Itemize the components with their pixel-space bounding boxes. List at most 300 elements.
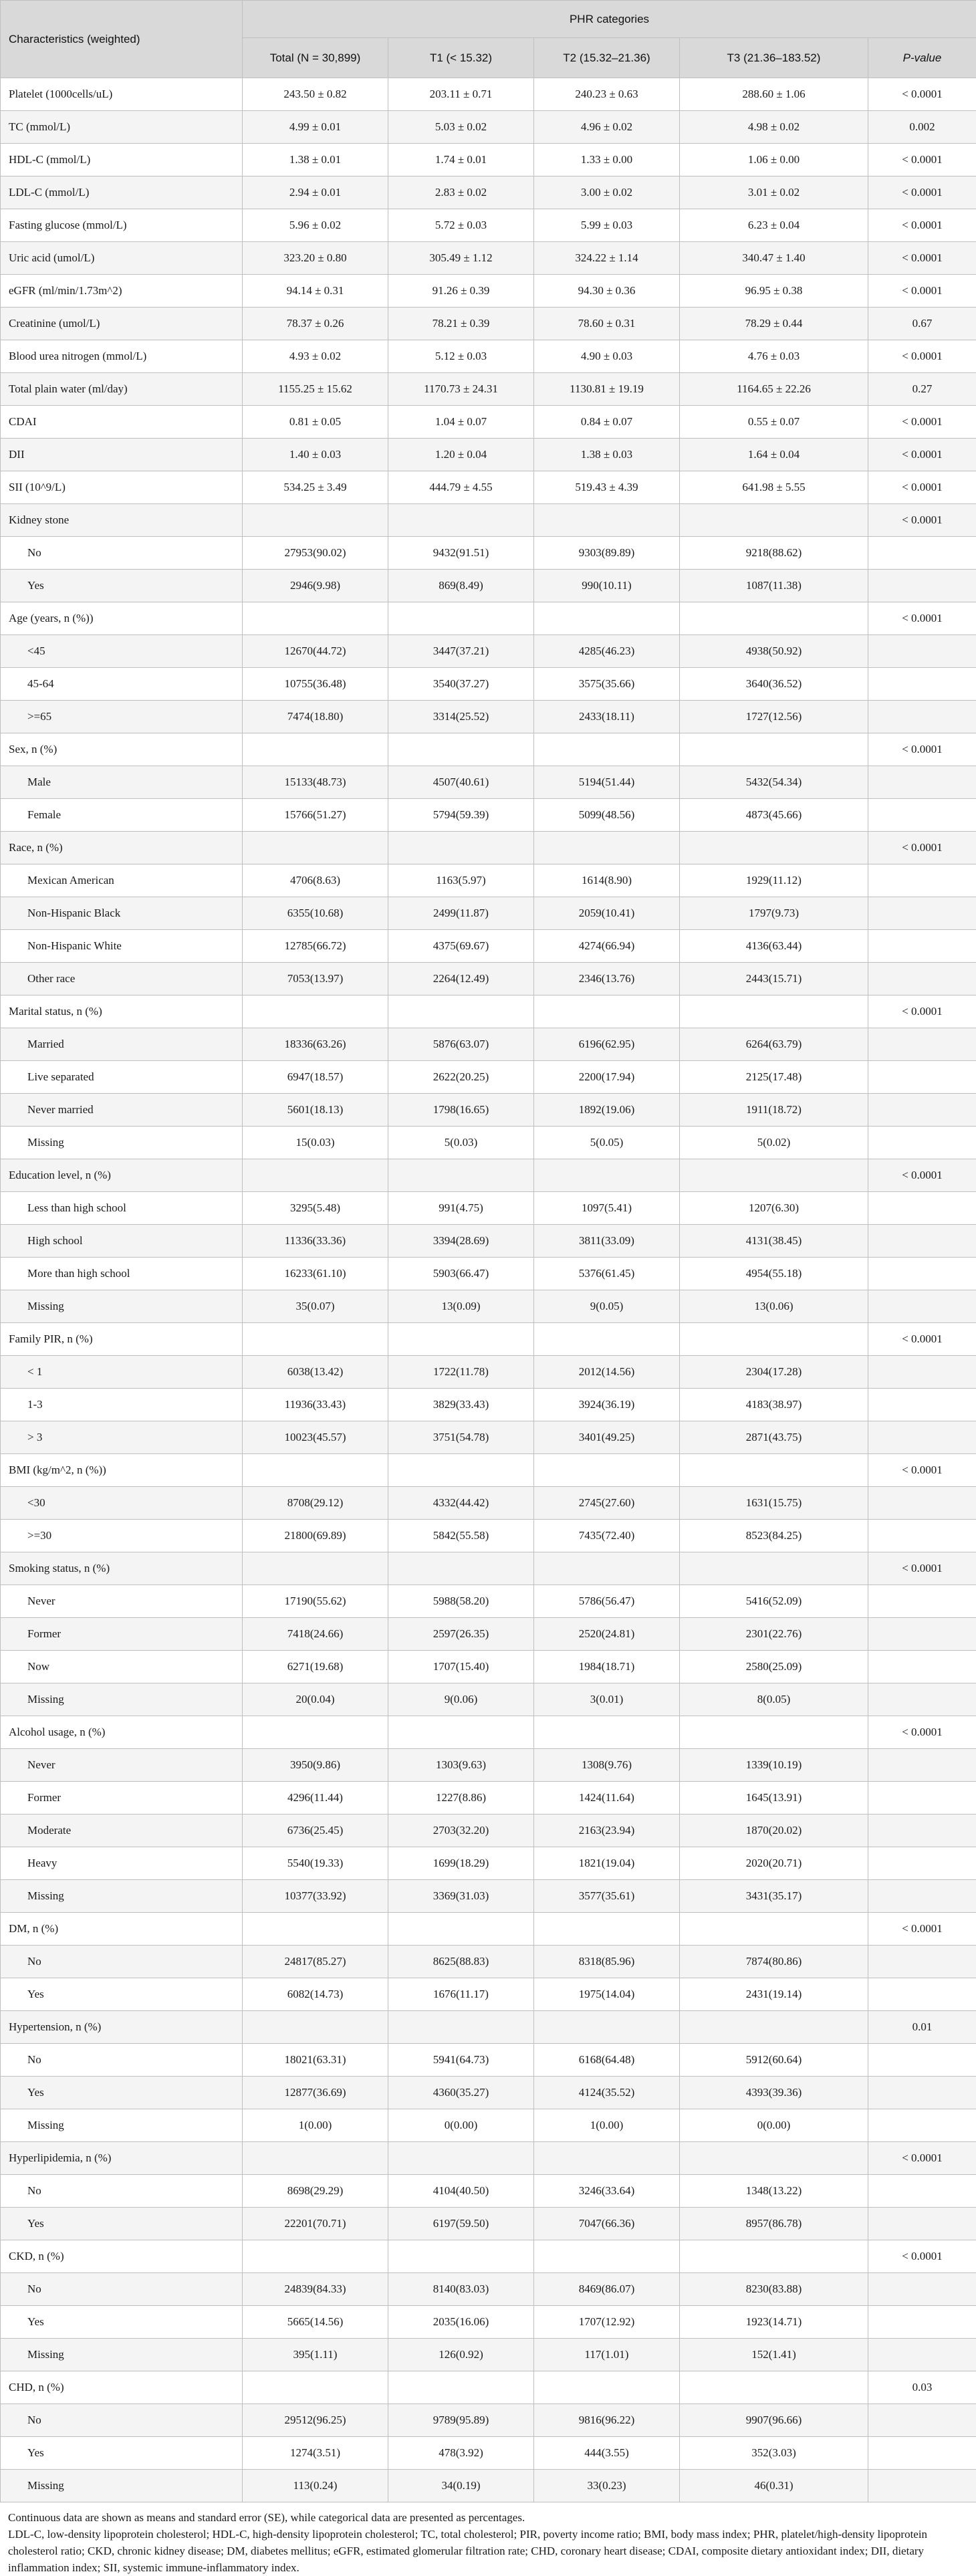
cell-total [243,733,388,766]
cell-pvalue [868,2470,976,2502]
cell-total [243,602,388,635]
cell-pvalue [868,2273,976,2306]
cell-t2: 4124(35.52) [534,2077,680,2109]
cell-t1: 5794(59.39) [388,799,534,832]
cell-t3 [680,1159,868,1192]
cell-t2: 2346(13.76) [534,963,680,996]
cell-t3 [680,504,868,537]
table-header [1,1,976,78]
cell-t2: 3575(35.66) [534,668,680,701]
cell-t3: 3640(36.52) [680,668,868,701]
row-label: Missing [1,2339,243,2371]
cell-t2: 9(0.05) [534,1290,680,1323]
cell-t3: 4938(50.92) [680,635,868,668]
cell-total: 18021(63.31) [243,2044,388,2077]
cell-total: 1(0.00) [243,2109,388,2142]
cell-pvalue [868,1389,976,1421]
table-row [1,111,976,144]
cell-t3: 1339(10.19) [680,1749,868,1782]
cell-t3: 1087(11.38) [680,570,868,602]
table-row-subcategory [1,570,976,602]
table-row [1,832,976,864]
cell-pvalue [868,1749,976,1782]
cell-t1: 1.74 ± 0.01 [388,144,534,177]
row-label: Missing [1,1880,243,1913]
table-row-subcategory [1,897,976,930]
cell-pvalue [868,864,976,897]
row-label: No [1,1946,243,1978]
table-row [1,2142,976,2175]
cell-pvalue: 0.67 [868,308,976,340]
table-row [1,1716,976,1749]
cell-pvalue [868,537,976,570]
cell-pvalue: < 0.0001 [868,144,976,177]
table-row-subcategory [1,1618,976,1651]
cell-total: 10377(33.92) [243,1880,388,1913]
cell-pvalue: < 0.0001 [868,1159,976,1192]
cell-t1: 8140(83.03) [388,2273,534,2306]
cell-t2: 5099(48.56) [534,799,680,832]
row-label: Heavy [1,1847,243,1880]
table-row [1,1159,976,1192]
cell-t1: 8625(88.83) [388,1946,534,1978]
table-row-subcategory [1,2339,976,2371]
cell-pvalue: < 0.0001 [868,1323,976,1356]
row-label: LDL-C (mmol/L) [1,177,243,209]
cell-t3: 2871(43.75) [680,1421,868,1454]
row-label: Platelet (1000cells/uL) [1,78,243,111]
cell-total: 113(0.24) [243,2470,388,2502]
cell-t3 [680,733,868,766]
cell-t1 [388,602,534,635]
cell-pvalue: < 0.0001 [868,209,976,242]
table-row-subcategory [1,2404,976,2437]
cell-t3: 641.98 ± 5.55 [680,471,868,504]
row-label: High school [1,1225,243,1258]
cell-pvalue: < 0.0001 [868,1913,976,1946]
table-row-subcategory [1,766,976,799]
row-label: Married [1,1028,243,1061]
cell-t2: 3(0.01) [534,1683,680,1716]
cell-t3: 1911(18.72) [680,1094,868,1127]
cell-pvalue [868,1028,976,1061]
cell-pvalue [868,1520,976,1552]
cell-t1: 5.12 ± 0.03 [388,340,534,373]
table-row-subcategory [1,2109,976,2142]
row-label: 45-64 [1,668,243,701]
cell-t2: 5(0.05) [534,1127,680,1159]
cell-t1: 1.20 ± 0.04 [388,439,534,471]
cell-total: 11936(33.43) [243,1389,388,1421]
cell-total: 27953(90.02) [243,537,388,570]
cell-pvalue [868,2044,976,2077]
row-label: Former [1,1618,243,1651]
row-label: Mexican American [1,864,243,897]
cell-t2: 78.60 ± 0.31 [534,308,680,340]
cell-t2: 3401(49.25) [534,1421,680,1454]
row-label: Smoking status, n (%) [1,1552,243,1585]
cell-t2 [534,1323,680,1356]
cell-t1: 5(0.03) [388,1127,534,1159]
cell-total [243,996,388,1028]
table-row-subcategory [1,2306,976,2339]
cell-t2 [534,733,680,766]
cell-pvalue [868,1421,976,1454]
cell-t3: 2020(20.71) [680,1847,868,1880]
cell-pvalue [868,766,976,799]
cell-pvalue [868,1258,976,1290]
cell-total: 12785(66.72) [243,930,388,963]
cell-t2: 324.22 ± 1.14 [534,242,680,275]
cell-total: 5601(18.13) [243,1094,388,1127]
table-row-subcategory [1,1225,976,1258]
cell-pvalue [868,2339,976,2371]
cell-t2 [534,832,680,864]
cell-t3: 2304(17.28) [680,1356,868,1389]
cell-t3: 1.64 ± 0.04 [680,439,868,471]
table-row [1,1913,976,1946]
cell-pvalue: < 0.0001 [868,78,976,111]
cell-t2: 5786(56.47) [534,1585,680,1618]
cell-t1: 1163(5.97) [388,864,534,897]
table-row-subcategory [1,635,976,668]
table-row-subcategory [1,2437,976,2470]
cell-total: 1.38 ± 0.01 [243,144,388,177]
row-label: Blood urea nitrogen (mmol/L) [1,340,243,373]
cell-t3: 1727(12.56) [680,701,868,733]
footnotes [0,2502,976,2576]
table-row [1,242,976,275]
cell-t1: 5988(58.20) [388,1585,534,1618]
cell-t3 [680,996,868,1028]
cell-pvalue [868,1946,976,1978]
cell-t1: 869(8.49) [388,570,534,602]
cell-t1 [388,1159,534,1192]
cell-t1: 2499(11.87) [388,897,534,930]
cell-pvalue: < 0.0001 [868,2142,976,2175]
cell-t1: 444.79 ± 4.55 [388,471,534,504]
cell-t2: 990(10.11) [534,570,680,602]
row-label: Former [1,1782,243,1814]
table-row-subcategory [1,2044,976,2077]
cell-pvalue [868,1683,976,1716]
phr-categories-header: PHR categories [243,1,976,38]
table-row [1,78,976,111]
table-row [1,504,976,537]
table-row-subcategory [1,1749,976,1782]
table-row [1,373,976,406]
table-row-subcategory [1,1389,976,1421]
cell-t2: 2059(10.41) [534,897,680,930]
cell-t2: 4.90 ± 0.03 [534,340,680,373]
row-label: Non-Hispanic Black [1,897,243,930]
cell-t2 [534,2011,680,2044]
row-label: Fasting glucose (mmol/L) [1,209,243,242]
cell-t2: 6196(62.95) [534,1028,680,1061]
row-label: Hypertension, n (%) [1,2011,243,2044]
cell-total: 6355(10.68) [243,897,388,930]
cell-t3: 1870(20.02) [680,1814,868,1847]
cell-total: 4296(11.44) [243,1782,388,1814]
row-label: Female [1,799,243,832]
row-label: Missing [1,1290,243,1323]
cell-t1: 4332(44.42) [388,1487,534,1520]
table-row-subcategory [1,1192,976,1225]
cell-t3: 3.01 ± 0.02 [680,177,868,209]
table-row [1,1552,976,1585]
cell-pvalue [868,2404,976,2437]
cell-t2: 1.33 ± 0.00 [534,144,680,177]
cell-pvalue: < 0.0001 [868,1552,976,1585]
cell-t1 [388,2011,534,2044]
table-row [1,275,976,308]
cell-t2: 3246(33.64) [534,2175,680,2208]
cell-total: 1.40 ± 0.03 [243,439,388,471]
cell-t1: 13(0.09) [388,1290,534,1323]
cell-t1: 9432(91.51) [388,537,534,570]
cell-t1: 3829(33.43) [388,1389,534,1421]
cell-pvalue [868,1651,976,1683]
table-row-subcategory [1,1978,976,2011]
row-label: >=30 [1,1520,243,1552]
cell-total: 10023(45.57) [243,1421,388,1454]
cell-t3: 4873(45.66) [680,799,868,832]
cell-total: 534.25 ± 3.49 [243,471,388,504]
cell-t2: 1975(14.04) [534,1978,680,2011]
cell-t2: 5376(61.45) [534,1258,680,1290]
cell-t3: 7874(80.86) [680,1946,868,1978]
cell-pvalue [868,2077,976,2109]
table-row [1,308,976,340]
row-label: Yes [1,1978,243,2011]
cell-t3: 1207(6.30) [680,1192,868,1225]
row-label: Now [1,1651,243,1683]
row-label: Yes [1,570,243,602]
cell-total: 16233(61.10) [243,1258,388,1290]
table-row-subcategory [1,2175,976,2208]
cell-t1: 991(4.75) [388,1192,534,1225]
cell-t3: 2125(17.48) [680,1061,868,1094]
row-label: eGFR (ml/min/1.73m^2) [1,275,243,308]
cell-pvalue: < 0.0001 [868,832,976,864]
cell-t3: 4136(63.44) [680,930,868,963]
cell-t2: 2163(23.94) [534,1814,680,1847]
cell-t3: 96.95 ± 0.38 [680,275,868,308]
cell-t3: 2443(15.71) [680,963,868,996]
cell-t1: 3369(31.03) [388,1880,534,1913]
cell-t3: 4954(55.18) [680,1258,868,1290]
cell-total: 8708(29.12) [243,1487,388,1520]
cell-total: 6736(25.45) [243,1814,388,1847]
table-row [1,144,976,177]
cell-t3 [680,832,868,864]
table-row [1,406,976,439]
cell-t3: 8230(83.88) [680,2273,868,2306]
cell-total: 12670(44.72) [243,635,388,668]
cell-t3: 8957(86.78) [680,2208,868,2240]
table-row-subcategory [1,1094,976,1127]
table-row-subcategory [1,2077,976,2109]
table-row [1,439,976,471]
cell-t2: 0.84 ± 0.07 [534,406,680,439]
table-row-subcategory [1,2208,976,2240]
cell-pvalue: 0.03 [868,2371,976,2404]
cell-total: 395(1.11) [243,2339,388,2371]
cell-t2: 94.30 ± 0.36 [534,275,680,308]
cell-pvalue [868,2109,976,2142]
row-label: Total plain water (ml/day) [1,373,243,406]
cell-total: 4.99 ± 0.01 [243,111,388,144]
table-row-subcategory [1,1127,976,1159]
row-label: Education level, n (%) [1,1159,243,1192]
table-row [1,340,976,373]
cell-total: 6947(18.57) [243,1061,388,1094]
cell-t2: 8469(86.07) [534,2273,680,2306]
table-row [1,2371,976,2404]
row-label: Missing [1,1127,243,1159]
row-label: Yes [1,2208,243,2240]
cell-t2 [534,2142,680,2175]
cell-total: 24839(84.33) [243,2273,388,2306]
cell-pvalue [868,930,976,963]
cell-t2: 2745(27.60) [534,1487,680,1520]
cell-pvalue [868,1782,976,1814]
cell-total: 35(0.07) [243,1290,388,1323]
cell-total: 243.50 ± 0.82 [243,78,388,111]
cell-total: 15(0.03) [243,1127,388,1159]
row-label: Kidney stone [1,504,243,537]
cell-total [243,1159,388,1192]
cell-t1: 78.21 ± 0.39 [388,308,534,340]
row-label: <45 [1,635,243,668]
cell-t2: 519.43 ± 4.39 [534,471,680,504]
row-label: Yes [1,2437,243,2470]
cell-pvalue [868,1814,976,1847]
cell-t3: 1348(13.22) [680,2175,868,2208]
cell-t3 [680,1913,868,1946]
cell-t1 [388,2142,534,2175]
cell-t1: 4360(35.27) [388,2077,534,2109]
row-label: >=65 [1,701,243,733]
cell-t3: 3431(35.17) [680,1880,868,1913]
cell-t1: 34(0.19) [388,2470,534,2502]
cell-pvalue [868,2208,976,2240]
row-label: No [1,2273,243,2306]
cell-total: 7418(24.66) [243,1618,388,1651]
cell-t2 [534,1716,680,1749]
cell-total: 17190(55.62) [243,1585,388,1618]
cell-total: 1155.25 ± 15.62 [243,373,388,406]
cell-t1: 6197(59.50) [388,2208,534,2240]
row-label: TC (mmol/L) [1,111,243,144]
cell-t2: 3.00 ± 0.02 [534,177,680,209]
cell-total: 2946(9.98) [243,570,388,602]
row-label: Missing [1,2109,243,2142]
cell-t2: 4274(66.94) [534,930,680,963]
cell-total: 5665(14.56) [243,2306,388,2339]
cell-t3: 1645(13.91) [680,1782,868,1814]
cell-pvalue [868,1225,976,1258]
cell-t3 [680,2371,868,2404]
row-label: No [1,2404,243,2437]
cell-t3 [680,1716,868,1749]
cell-t3: 0.55 ± 0.07 [680,406,868,439]
cell-pvalue: < 0.0001 [868,471,976,504]
table-row-subcategory [1,2470,976,2502]
cell-total: 94.14 ± 0.31 [243,275,388,308]
row-label: Sex, n (%) [1,733,243,766]
cell-total [243,1454,388,1487]
cell-t1: 2.83 ± 0.02 [388,177,534,209]
cell-t1: 2035(16.06) [388,2306,534,2339]
cell-total [243,2240,388,2273]
cell-pvalue: < 0.0001 [868,439,976,471]
cell-total: 2.94 ± 0.01 [243,177,388,209]
table-row-subcategory [1,1028,976,1061]
cell-total: 1274(3.51) [243,2437,388,2470]
cell-t1: 9(0.06) [388,1683,534,1716]
cell-pvalue [868,701,976,733]
cell-total: 15766(51.27) [243,799,388,832]
cell-t3: 5(0.02) [680,1127,868,1159]
cell-t1: 1722(11.78) [388,1356,534,1389]
cell-t3: 6.23 ± 0.04 [680,209,868,242]
cell-t1 [388,1913,534,1946]
cell-pvalue: < 0.0001 [868,733,976,766]
cell-t1: 4104(40.50) [388,2175,534,2208]
cell-t2: 1.38 ± 0.03 [534,439,680,471]
cell-pvalue [868,1094,976,1127]
cell-t2: 9303(89.89) [534,537,680,570]
row-label: Never [1,1749,243,1782]
col-header-pvalue: P-value [868,38,976,78]
cell-t1: 203.11 ± 0.71 [388,78,534,111]
table-row-subcategory [1,1061,976,1094]
row-label: No [1,2044,243,2077]
table-row-subcategory [1,1814,976,1847]
cell-total: 6271(19.68) [243,1651,388,1683]
table-row [1,602,976,635]
cell-total: 7053(13.97) [243,963,388,996]
cell-total [243,1913,388,1946]
cell-total: 6082(14.73) [243,1978,388,2011]
row-label: HDL-C (mmol/L) [1,144,243,177]
cell-total: 5.96 ± 0.02 [243,209,388,242]
cell-total: 3295(5.48) [243,1192,388,1225]
cell-t2: 9816(96.22) [534,2404,680,2437]
cell-t1: 478(3.92) [388,2437,534,2470]
cell-t2: 5.99 ± 0.03 [534,209,680,242]
cell-t3: 1929(11.12) [680,864,868,897]
table-row-subcategory [1,1782,976,1814]
table-row-subcategory [1,963,976,996]
cell-pvalue [868,1061,976,1094]
cell-t3: 6264(63.79) [680,1028,868,1061]
cell-t1: 5.72 ± 0.03 [388,209,534,242]
cell-t3: 352(3.03) [680,2437,868,2470]
cell-t1: 3314(25.52) [388,701,534,733]
row-label: Family PIR, n (%) [1,1323,243,1356]
table-row [1,2240,976,2273]
cell-pvalue [868,668,976,701]
table-row [1,996,976,1028]
cell-t1: 2264(12.49) [388,963,534,996]
cell-t2: 4285(46.23) [534,635,680,668]
cell-t3 [680,602,868,635]
table-row-subcategory [1,2273,976,2306]
cell-t1 [388,996,534,1028]
cell-pvalue [868,570,976,602]
